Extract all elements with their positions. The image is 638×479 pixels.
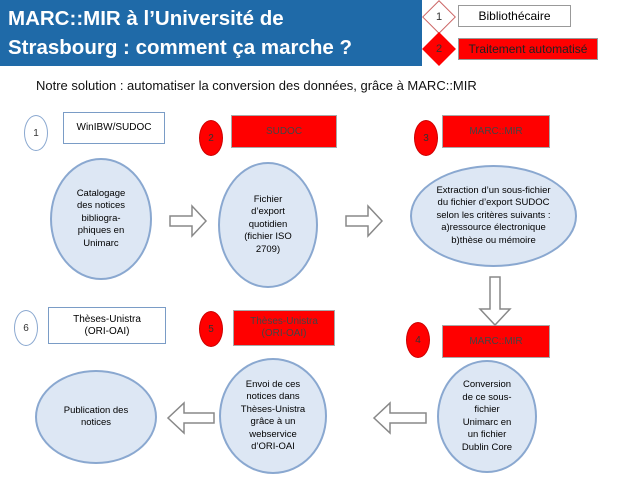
step-actor-3: MARC::MIR (442, 115, 550, 148)
legend-label-automated: Traitement automatisé (458, 38, 598, 60)
step-number-6: 6 (14, 310, 38, 346)
arrow-step4-to-step5 (372, 397, 428, 437)
step-description-2: Fichier d’export quotidien (fichier ISO 2709) (218, 162, 318, 288)
step-number-5: 5 (199, 311, 223, 347)
step-actor-6: Thèses-Unistra (ORI-OAI) (48, 307, 166, 344)
legend-label-librarian: Bibliothécaire (458, 5, 571, 27)
arrow-step1-to-step2 (168, 200, 208, 240)
step-actor-1: WinIBW/SUDOC (63, 112, 165, 144)
step-number-2: 2 (199, 120, 223, 156)
arrow-step2-to-step3 (344, 200, 384, 240)
step-description-4: Conversion de ce sous- fichier Unimarc en un fichier Dublin Core (437, 360, 537, 473)
step-actor-5: Thèses-Unistra (ORI-OAI) (233, 310, 335, 346)
subtitle: Notre solution : automatiser la conversion des données, grâce à MARC::MIR (36, 78, 477, 93)
step-description-6: Publication des notices (35, 370, 157, 464)
step-actor-2: SUDOC (231, 115, 337, 148)
arrow-step5-to-step6 (166, 397, 216, 437)
legend-number-librarian: 1 (435, 11, 443, 23)
step-actor-4: MARC::MIR (442, 325, 550, 358)
step-number-4: 4 (406, 322, 430, 358)
arrow-step3-to-step4 (475, 275, 515, 327)
step-number-1: 1 (24, 115, 48, 151)
step-number-3: 3 (414, 120, 438, 156)
legend-number-automated: 2 (435, 43, 443, 55)
step-description-1: Catalogage des notices bibliogra- phiques en Unimarc (50, 158, 152, 280)
step-description-5: Envoi de ces notices dans Thèses-Unistra grâce à un webservice d’ORI-OAI (219, 358, 327, 474)
step-description-3: Extraction d’un sous-fichier du fichier d’export SUDOC selon les critères suivants : a)ressource électronique b)thèse ou mémoire (410, 165, 577, 267)
page-title: MARC::MIR à l’Université de Strasbourg : comment ça marche ? (8, 7, 353, 59)
